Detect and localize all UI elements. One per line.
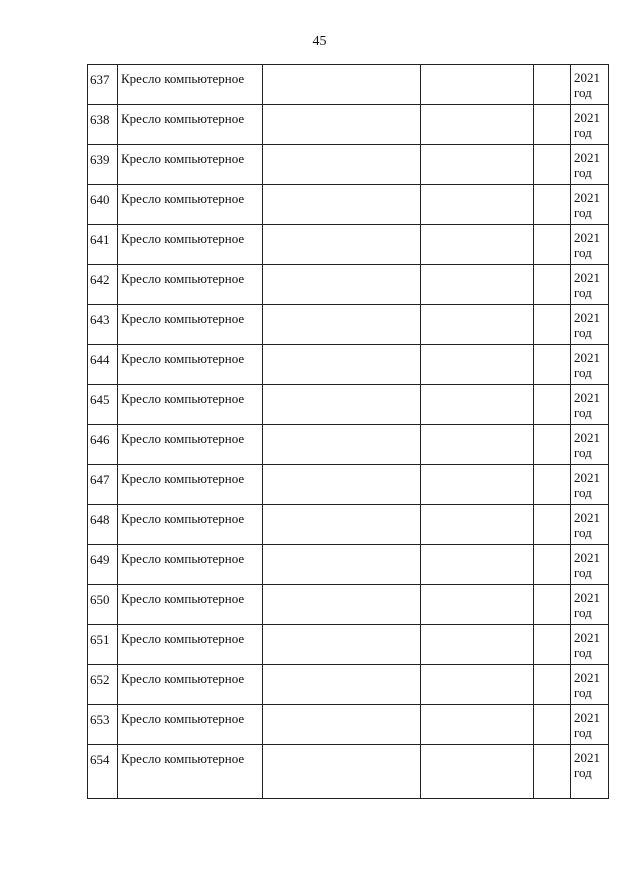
empty-cell xyxy=(263,585,421,625)
row-number-cell: 637 xyxy=(88,65,118,105)
year-value: 2021 xyxy=(574,150,600,165)
item-name-cell: Кресло компьютерное xyxy=(118,625,263,665)
empty-cell xyxy=(263,545,421,585)
year-unit: год xyxy=(574,725,592,740)
row-number-cell: 654 xyxy=(88,745,118,799)
empty-cell xyxy=(421,305,534,345)
empty-cell xyxy=(534,745,571,799)
empty-cell xyxy=(534,665,571,705)
empty-cell xyxy=(263,505,421,545)
year-cell xyxy=(571,65,609,105)
year-cell xyxy=(571,105,609,145)
year-value: 2021 xyxy=(574,510,600,525)
empty-cell xyxy=(534,265,571,305)
table-row xyxy=(88,705,609,745)
empty-cell xyxy=(263,225,421,265)
empty-cell xyxy=(263,705,421,745)
empty-cell xyxy=(534,65,571,105)
empty-cell xyxy=(534,585,571,625)
table-row xyxy=(88,385,609,425)
row-number-cell: 653 xyxy=(88,705,118,745)
row-number-cell: 638 xyxy=(88,105,118,145)
empty-cell xyxy=(534,625,571,665)
year-value: 2021 xyxy=(574,430,600,445)
empty-cell xyxy=(534,345,571,385)
table-row xyxy=(88,505,609,545)
empty-cell xyxy=(421,505,534,545)
year-cell xyxy=(571,345,609,385)
empty-cell xyxy=(421,745,534,799)
empty-cell xyxy=(421,225,534,265)
table-row xyxy=(88,105,609,145)
empty-cell xyxy=(263,305,421,345)
empty-cell xyxy=(263,65,421,105)
year-cell xyxy=(571,185,609,225)
empty-cell xyxy=(421,705,534,745)
page-number: 45 xyxy=(312,34,327,49)
empty-cell xyxy=(421,385,534,425)
year-value: 2021 xyxy=(574,310,600,325)
empty-cell xyxy=(534,105,571,145)
year-value: 2021 xyxy=(574,230,600,245)
table-row xyxy=(88,625,609,665)
year-unit: год xyxy=(574,525,592,540)
year-cell xyxy=(571,665,609,705)
row-number-cell: 652 xyxy=(88,665,118,705)
item-name-cell: Кресло компьютерное xyxy=(118,505,263,545)
year-cell xyxy=(571,505,609,545)
row-number-cell: 650 xyxy=(88,585,118,625)
row-number-cell: 646 xyxy=(88,425,118,465)
table-row xyxy=(88,745,609,799)
year-value: 2021 xyxy=(574,390,600,405)
empty-cell xyxy=(263,265,421,305)
empty-cell xyxy=(263,465,421,505)
row-number-cell: 639 xyxy=(88,145,118,185)
empty-cell xyxy=(263,385,421,425)
year-cell xyxy=(571,745,609,799)
year-value: 2021 xyxy=(574,350,600,365)
item-name-cell: Кресло компьютерное xyxy=(118,265,263,305)
empty-cell xyxy=(534,465,571,505)
empty-cell xyxy=(421,345,534,385)
empty-cell xyxy=(421,185,534,225)
year-unit: год xyxy=(574,645,592,660)
year-cell xyxy=(571,145,609,185)
year-value: 2021 xyxy=(574,110,600,125)
item-name-cell: Кресло компьютерное xyxy=(118,225,263,265)
year-unit: год xyxy=(574,685,592,700)
empty-cell xyxy=(263,185,421,225)
table-row xyxy=(88,145,609,185)
table-row xyxy=(88,665,609,705)
row-number-cell: 651 xyxy=(88,625,118,665)
empty-cell xyxy=(421,585,534,625)
year-unit: год xyxy=(574,365,592,380)
table-row xyxy=(88,585,609,625)
empty-cell xyxy=(534,705,571,745)
empty-cell xyxy=(534,545,571,585)
item-name-cell: Кресло компьютерное xyxy=(118,65,263,105)
table-row xyxy=(88,345,609,385)
empty-cell xyxy=(534,305,571,345)
empty-cell xyxy=(263,625,421,665)
empty-cell xyxy=(263,145,421,185)
year-cell xyxy=(571,465,609,505)
empty-cell xyxy=(421,425,534,465)
item-name-cell: Кресло компьютерное xyxy=(118,425,263,465)
table-row xyxy=(88,465,609,505)
empty-cell xyxy=(534,145,571,185)
table-row xyxy=(88,265,609,305)
empty-cell xyxy=(421,665,534,705)
year-unit: год xyxy=(574,565,592,580)
table-row xyxy=(88,225,609,265)
year-unit: год xyxy=(574,165,592,180)
year-value: 2021 xyxy=(574,70,600,85)
item-name-cell: Кресло компьютерное xyxy=(118,585,263,625)
empty-cell xyxy=(534,385,571,425)
empty-cell xyxy=(263,345,421,385)
item-name-cell: Кресло компьютерное xyxy=(118,745,263,799)
item-name-cell: Кресло компьютерное xyxy=(118,665,263,705)
year-cell xyxy=(571,305,609,345)
year-unit: год xyxy=(574,445,592,460)
row-number-cell: 645 xyxy=(88,385,118,425)
year-cell xyxy=(571,585,609,625)
year-value: 2021 xyxy=(574,470,600,485)
row-number-cell: 649 xyxy=(88,545,118,585)
table-row xyxy=(88,185,609,225)
item-name-cell: Кресло компьютерное xyxy=(118,465,263,505)
row-number-cell: 643 xyxy=(88,305,118,345)
table-row xyxy=(88,545,609,585)
item-name-cell: Кресло компьютерное xyxy=(118,385,263,425)
year-unit: год xyxy=(574,605,592,620)
year-unit: год xyxy=(574,205,592,220)
year-unit: год xyxy=(574,125,592,140)
item-name-cell: Кресло компьютерное xyxy=(118,705,263,745)
year-cell xyxy=(571,705,609,745)
table-row xyxy=(88,425,609,465)
year-value: 2021 xyxy=(574,670,600,685)
row-number-cell: 647 xyxy=(88,465,118,505)
inventory-table xyxy=(87,64,609,799)
item-name-cell: Кресло компьютерное xyxy=(118,185,263,225)
year-unit: год xyxy=(574,285,592,300)
year-value: 2021 xyxy=(574,630,600,645)
year-unit: год xyxy=(574,245,592,260)
empty-cell xyxy=(534,425,571,465)
row-number-cell: 648 xyxy=(88,505,118,545)
item-name-cell: Кресло компьютерное xyxy=(118,545,263,585)
year-unit: год xyxy=(574,405,592,420)
row-number-cell: 644 xyxy=(88,345,118,385)
year-cell xyxy=(571,265,609,305)
year-cell xyxy=(571,225,609,265)
item-name-cell: Кресло компьютерное xyxy=(118,345,263,385)
empty-cell xyxy=(534,225,571,265)
item-name-cell: Кресло компьютерное xyxy=(118,145,263,185)
year-cell xyxy=(571,385,609,425)
year-value: 2021 xyxy=(574,190,600,205)
item-name-cell: Кресло компьютерное xyxy=(118,105,263,145)
empty-cell xyxy=(421,465,534,505)
year-value: 2021 xyxy=(574,550,600,565)
year-unit: год xyxy=(574,485,592,500)
year-cell xyxy=(571,625,609,665)
year-unit: год xyxy=(574,85,592,100)
empty-cell xyxy=(421,545,534,585)
year-value: 2021 xyxy=(574,590,600,605)
empty-cell xyxy=(534,505,571,545)
table-row xyxy=(88,65,609,105)
year-cell xyxy=(571,425,609,465)
year-unit: год xyxy=(574,325,592,340)
year-value: 2021 xyxy=(574,270,600,285)
empty-cell xyxy=(263,665,421,705)
row-number-cell: 640 xyxy=(88,185,118,225)
empty-cell xyxy=(421,145,534,185)
empty-cell xyxy=(263,745,421,799)
empty-cell xyxy=(421,65,534,105)
inventory-table-body xyxy=(88,65,609,799)
year-cell xyxy=(571,545,609,585)
year-unit: год xyxy=(574,765,592,780)
item-name-cell: Кресло компьютерное xyxy=(118,305,263,345)
year-value: 2021 xyxy=(574,750,600,765)
year-value: 2021 xyxy=(574,710,600,725)
row-number-cell: 641 xyxy=(88,225,118,265)
empty-cell xyxy=(534,185,571,225)
empty-cell xyxy=(263,105,421,145)
empty-cell xyxy=(421,265,534,305)
empty-cell xyxy=(421,625,534,665)
empty-cell xyxy=(263,425,421,465)
row-number-cell: 642 xyxy=(88,265,118,305)
table-row xyxy=(88,305,609,345)
empty-cell xyxy=(421,105,534,145)
